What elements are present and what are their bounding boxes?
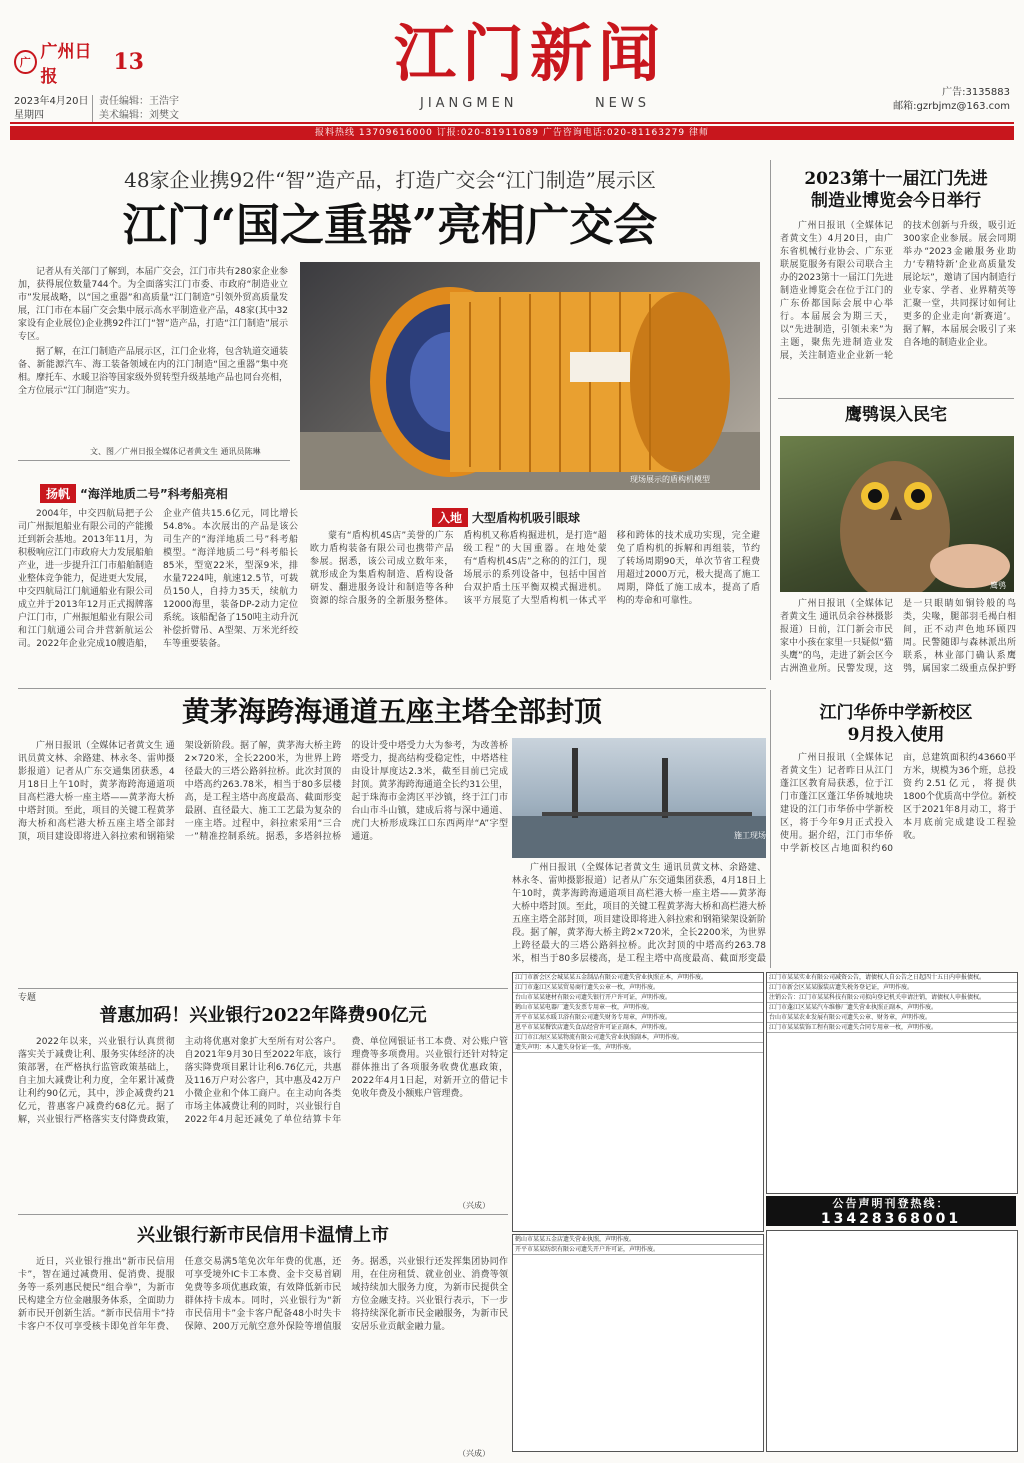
expo-title-line2: 制造业博览会今日举行 bbox=[811, 191, 981, 211]
expo-title-line1: 2023第十一届江门先进 bbox=[804, 169, 988, 189]
bank2-text bbox=[18, 1256, 508, 1446]
ad-item: 鹤山市某某五金店遗失营业执照，声明作废。 bbox=[513, 1235, 763, 1245]
editor-credits bbox=[92, 95, 179, 123]
owl-photo-caption: 鹰鸮 bbox=[990, 581, 1006, 590]
ads-block-right-bottom bbox=[766, 1230, 1018, 1452]
masthead-en-2: NEWS bbox=[594, 96, 650, 111]
ad-item: 江门市江海区某某物流有限公司遗失营业执照副本，声明作废。 bbox=[513, 1033, 763, 1043]
ad-item: 注销公告：江门市某某科技有限公司拟向登记机关申请注销，请债权人申报债权。 bbox=[767, 993, 1017, 1003]
bank1-signoff: （兴成） bbox=[458, 1201, 490, 1210]
owl-paragraph: 广州日报讯（全媒体记者黄文生 通讯员余谷林摄影报道）日前，江门新会市民家中小孩在家里一只疑似“猫头鹰”的鸟，走进了新会区今古洲渔业所。民警发现，这是一只眼睛如铜铃般的鸟类，尖喙，腿部羽毛褐白相间，正不动声色地环顾四周。民警随即与森林派出所联系，林业部门确认系鹰鸮，属国家二级重点保护野 bbox=[780, 599, 1016, 674]
lead-intro bbox=[18, 266, 288, 444]
tbm-model-image bbox=[300, 262, 760, 490]
sub2-heading bbox=[432, 508, 580, 527]
bridge-text-cont bbox=[512, 862, 766, 966]
owl-divider bbox=[778, 398, 1014, 399]
bridge-image bbox=[512, 738, 766, 858]
ad-item: 江门市蓬江区某某贸易商行遗失公章一枚，声明作废。 bbox=[513, 983, 763, 993]
ad-item: 江门市某某装饰工程有限公司遗失合同专用章一枚，声明作废。 bbox=[767, 1023, 1017, 1033]
bank2-signoff: （兴成） bbox=[458, 1449, 490, 1458]
sub1-heading bbox=[40, 484, 228, 503]
sub1-text bbox=[18, 508, 298, 676]
ad-phone: 广告:3135883 bbox=[942, 87, 1010, 98]
page-number: 13 bbox=[113, 49, 144, 75]
lead-intro-p1: 记者从有关部门了解到，本届广交会，江门市共有280家企业参加，获得展位数量744个。为全面落实江门市委、市政府“制造业立市”发展战略，以“国之重器”和高质量“江门制造”引领外贸高质量发展，江门市在本届广交会集中展示高水平制造业产品，48家(其中32家设有企业展位)企业携92件江门“智”造产品，打造“江门制造”展示专区。 bbox=[18, 267, 288, 342]
lead-photo bbox=[300, 262, 760, 490]
sub1-paragraph: 2004年，中交四航局把子公司广州振旭船业有限公司的产能搬迁到新会基地。2013年11月，为积极响应江门市政府大力发展船舶产业，进一步提升江门市船舶制造业整体竞争能力，促进更大发展，中交四航局江门航通船业有限公司成立并于2013年12月正式揭牌落户江门市，广州振旭船业有限公司和江门航通公司合并营新航运公司。2022年企业完成10艘造船，企业产值共15.6亿元，同比增长54.8%。本次展出的产品是该公司生产的“海洋地质二号”科考船模型。“海洋地质二号”科考船长85米，型宽22米，型深9米，排水量7224吨，航速12.5节，可载员150人，自持力35天，续航力12000海里，装备DP-2动力定位系统。该船配备了150吨主动升沉补偿折臂吊、A型架、万米光纤绞车等重要装备。 bbox=[18, 509, 298, 649]
school-col-divider bbox=[770, 690, 771, 968]
lead-photo-caption: 现场展示的盾构机模型 bbox=[630, 475, 710, 484]
ad-item: 江门市新会区会城某某五金制品有限公司遗失营业执照正本，声明作废。 bbox=[513, 973, 763, 983]
bank1-divider bbox=[18, 988, 508, 989]
ad-item: 恩平市某某餐饮店遗失食品经营许可证正副本，声明作废。 bbox=[513, 1023, 763, 1033]
school-title bbox=[778, 702, 1014, 746]
bridge-divider bbox=[18, 688, 766, 689]
lead-divider bbox=[18, 460, 290, 461]
issue-date bbox=[14, 95, 89, 123]
sub1-title: “海洋地质二号”科考船亮相 bbox=[80, 487, 228, 501]
bridge-paragraph-cont: 广州日报讯（全媒体记者黄文生 通讯员黄文林、余路建、林永冬、雷帅摄影报道）记者从广东交通集团获悉，4月18日上午10时，黄茅海跨海通道项目高栏港大桥一座主塔——黄茅海大桥中塔封顶。至此，项目的关键工程黄茅海大桥和高栏港大桥五座主塔全部封顶，项目建设即将进入斜拉索和钢箱梁架设新阶段。据了解，黄茅海大桥主跨2×720米，全长2200米，为世界上跨径最大的三塔公路斜拉桥。此次封顶的中塔高约263.78米，相当于80多层楼高，是工程主塔中高度最高、截面形变最 bbox=[512, 863, 766, 964]
bank2-divider bbox=[18, 1214, 508, 1215]
email: 邮箱:gzrbjmz@163.com bbox=[893, 101, 1010, 112]
school-paragraph: 广州日报讯（全媒体记者黄文生）记者昨日从江门蓬江区教育局获悉，位于江门市蓬江区蓬江华侨城地块建设的江门市华侨中学新校区，将于今年9月正式投入使用。据介绍，江门市华侨中学新校区占地面积约60亩，总建筑面积约43660平方米，规模为36个班，总投资约2.51亿元，将提供1800个优质高中学位。新校区于2021年8月动工，将于本月底前完成建设工程验收。 bbox=[780, 753, 1016, 854]
bank2-headline: 兴业银行新市民信用卡温情上市 bbox=[137, 1225, 389, 1246]
newspaper-logo bbox=[14, 42, 144, 87]
ads-block-right-top bbox=[766, 972, 1018, 1194]
sub1-tag: 扬帆 bbox=[40, 484, 76, 503]
school-text bbox=[780, 752, 1016, 856]
weekday-text: 星期四 bbox=[14, 110, 44, 121]
sub2-text bbox=[310, 530, 760, 680]
ad-item: 江门市蓬江区某某汽车维修厂遗失营业执照正副本，声明作废。 bbox=[767, 1003, 1017, 1013]
ads-block-left-bottom bbox=[512, 1234, 764, 1452]
lead-intro-p2: 据了解，在江门制造产品展示区，江门企业将，包含轨道交通装备、新能源汽车、海工装备领域在内的江门制造“国之重器”集中亮相。摩托车、水暖卫浴等国家级外贸转型升级基地产品也同台亮相，全方位展示“江门制造”实力。 bbox=[18, 347, 288, 396]
zhuanti-label: 专题 bbox=[18, 993, 37, 1003]
sub2-paragraph: 蒙有“盾构机4S店”美誉的广东欧力盾构装备有限公司也携带产品参展。据悉，该公司成立数年来，就形成企为集盾构制造、盾构设备研发、翻进服务设计和制造等各种资源的综合服务的全新服务整体。盾构机又称盾构掘进机，是打造“超级工程”的大国重器。在地处蒙有“盾构机4S店”之称的的江门，现场展示的系列设备中，包括中国首台双护盾土压平衡双模式掘进机。该平方展览了大型盾构机一体式平移和跨体的技术成功实现，完全避免了盾构机的拆解和再组装，节约了转场周期90天，单次节省工程费用超过2000万元，极大提高了施工周期，降低了施工成本，提高了盾构的寿命和可靠性。 bbox=[310, 531, 760, 606]
bridge-headline: 黄茅海跨海通道五座主塔全部封顶 bbox=[181, 695, 602, 728]
bank1-paragraph: 2022年以来，兴业银行认真贯彻落实关于减费让利、服务实体经济的决策部署，在严格执行监管政策基础上，自主加大减费让利力度，全年累计减费让利约90亿元，其中，涉企减费约21亿元，普惠客户减费约68亿元。据了解，兴业银行严格落实支付降费政策，主动将优惠对象扩大至所有对公客户。自2021年9月30日至2022年底，该行落实降费项目累计让利6.76亿元，共惠及116万户对公客户，其中惠及42万户小微企业和个体工商户。在主动向各类市场主体减费让利的同时，兴业银行自2022年4月起还减免了单位结算卡年费、单位网银证书工本费、对公账户管理费等多项费用。兴业银行还针对特定群体推出了各项服务收费优惠政策，2022年4月1日起，对新开立的借记卡免收年费及小额账户管理费。 bbox=[18, 1037, 508, 1125]
sub2-title: 大型盾构机吸引眼球 bbox=[472, 511, 581, 525]
expo-title bbox=[778, 168, 1014, 212]
owl-image bbox=[780, 436, 1014, 592]
notice-hotline-banner bbox=[766, 1196, 1016, 1226]
lead-headline: 江门“国之重器”亮相广交会 bbox=[122, 200, 658, 251]
bridge-photo-caption: 施工现场 bbox=[734, 831, 766, 840]
owl-photo bbox=[780, 436, 1014, 592]
bank1-headline: 普惠加码！兴业银行2022年降费90亿元 bbox=[99, 1005, 427, 1026]
ad-item: 开平市某某纺织有限公司遗失开户许可证，声明作废。 bbox=[513, 1245, 763, 1255]
ad-item: 开平市某某水暖卫浴有限公司遗失财务专用章，声明作废。 bbox=[513, 1013, 763, 1023]
lead-byline: 文、图／广州日报全媒体记者黄文生 通讯员陈琳 bbox=[90, 447, 261, 456]
hotline-label: 公告声明刊登热线： bbox=[832, 1197, 950, 1210]
school-title-line2: 9月投入使用 bbox=[847, 725, 945, 745]
lead-kicker: 48家企业携92件“智”造产品，打造广交会“江门制造”展示区 bbox=[124, 168, 656, 192]
ad-item: 江门市某某实业有限公司减资公告，请债权人自公告之日起四十五日内申报债权。 bbox=[767, 973, 1017, 983]
bank2-paragraph: 近日，兴业银行推出“新市民信用卡”，智在通过减费用、促消费、提服务等一系列惠民便民“组合拳”，为新市民构建全方位金融服务体系，全面助力新市民开创新生活。“新市民信用卡”持卡客户不仅可享受核卡即免首年年费、任意交易满5笔免次年年费的优惠，还可享受境外IC卡工本费、金卡交易首刷免费等多项优惠政策，有效降低新市民群体持卡成本。同时，兴业银行为“新市民信用卡”金卡客户配备48小时失卡保障、200万元航空意外保险等增值服务。据悉，兴业银行还发挥集团协同作用，在住房租赁、就业创业、消费等领域持续加大服务力度，为新市民提供全方位金融支持。兴业银行表示，下一步将持续深化新市民金融服务，为新市民安居乐业贡献金融力量。 bbox=[18, 1257, 508, 1332]
owl-text bbox=[780, 598, 1016, 682]
ads-block-left-top bbox=[512, 972, 764, 1232]
contact-info bbox=[893, 86, 1010, 114]
ad-item: 台山市某某农业发展有限公司遗失公章、财务章，声明作废。 bbox=[767, 1013, 1017, 1023]
editor-text: 责任编辑：王浩宇 bbox=[99, 96, 179, 107]
masthead-subtitle bbox=[420, 96, 650, 111]
expo-text bbox=[780, 220, 1016, 392]
ad-item: 台山市某某建材有限公司遗失银行开户许可证，声明作废。 bbox=[513, 993, 763, 1003]
school-title-line1: 江门华侨中学新校区 bbox=[819, 703, 973, 723]
bridge-text bbox=[18, 740, 508, 966]
hotline-number: 13428368001 bbox=[820, 1211, 962, 1227]
bridge-paragraph: 广州日报讯（全媒体记者黄文生 通讯员黄文林、余路建、林永冬、雷帅摄影报道）记者从广东交通集团获悉，4月18日上午10时，黄茅海跨海通道项目高栏港大桥一座主塔——黄茅海大桥中塔封顶。至此，项目的关键工程黄茅海大桥和高栏港大桥五座主塔全部封顶，项目建设即将进入斜拉索和钢箱梁架设新阶段。据了解，黄茅海大桥主跨2×720米，全长2200米，为世界上跨径最大的三塔公路斜拉桥。此次封顶的中塔高约263.78米，相当于80多层楼高，是工程主塔中高度最高、截面形变最剧、直径最大、施工工艺最为复杂的一座主塔。过程中，斜拉索采用“三合一”精准控制系统。据悉，多塔斜拉桥的设计受中塔受力大为参考，为改善桥塔受力，提高结构受稳定性，中塔塔柱由设计厚度达2.3米，截至目前已完成封顶。黄茅海跨海通道全长约31公里，起于珠海市金湾区平沙镇，终于江门市台山市斗山镇，建成后将与深中通道、虎门大桥形成珠江口东西两岸“A”字型通道。 bbox=[18, 741, 508, 842]
bank1-text bbox=[18, 1036, 508, 1198]
bridge-photo bbox=[512, 738, 766, 858]
masthead: 江门新闻 bbox=[393, 17, 666, 90]
art-editor-text: 美术编辑：刘樊文 bbox=[99, 110, 179, 121]
masthead-en-1: JIANGMEN bbox=[420, 96, 518, 111]
expo-paragraph: 广州日报讯（全媒体记者黄文生）4月20日，由广东省机械行业协会、广东亚联展览服务有限公司联合主办的2023第十一届江门先进制造业博览会在位于江门的广东侨都国际会展中心举行。本届展会为期三天，以“先进制造，引领未来”为主题，聚焦先进制造业发展，关注制造业企业新一轮的技术创新与升级，吸引近300家企业参展。展会同期举办“2023金融服务业助力‘专精特新’企业高质量发展论坛”，邀请了国内制造行业专家、学者、业界精英等汇聚一堂，共同探讨如何让更多的企业走向‘新赛道’。据了解，本届展会吸引了来自各地的制造业企业。 bbox=[780, 221, 1016, 361]
date-text: 2023年4月20日 bbox=[14, 96, 89, 107]
right-col-divider bbox=[770, 160, 771, 680]
sub2-tag: 入地 bbox=[432, 508, 468, 527]
header-rule bbox=[10, 122, 1014, 124]
ad-item: 江门市新会区某某服装店遗失税务登记证，声明作废。 bbox=[767, 983, 1017, 993]
owl-title: 鹰鸮误入民宅 bbox=[845, 405, 947, 425]
logo-icon: 广 bbox=[14, 50, 37, 74]
ad-item: 鹤山市某某电器厂遗失发票专用章一枚，声明作废。 bbox=[513, 1003, 763, 1013]
info-bar: 报料热线 13709616000 订报:020-81911089 广告咨询电话:020-81163279 律师 bbox=[10, 126, 1014, 140]
paper-name: 广州日报 bbox=[40, 42, 92, 87]
ad-item: 遗失声明：本人遗失身份证一张，声明作废。 bbox=[513, 1043, 763, 1053]
